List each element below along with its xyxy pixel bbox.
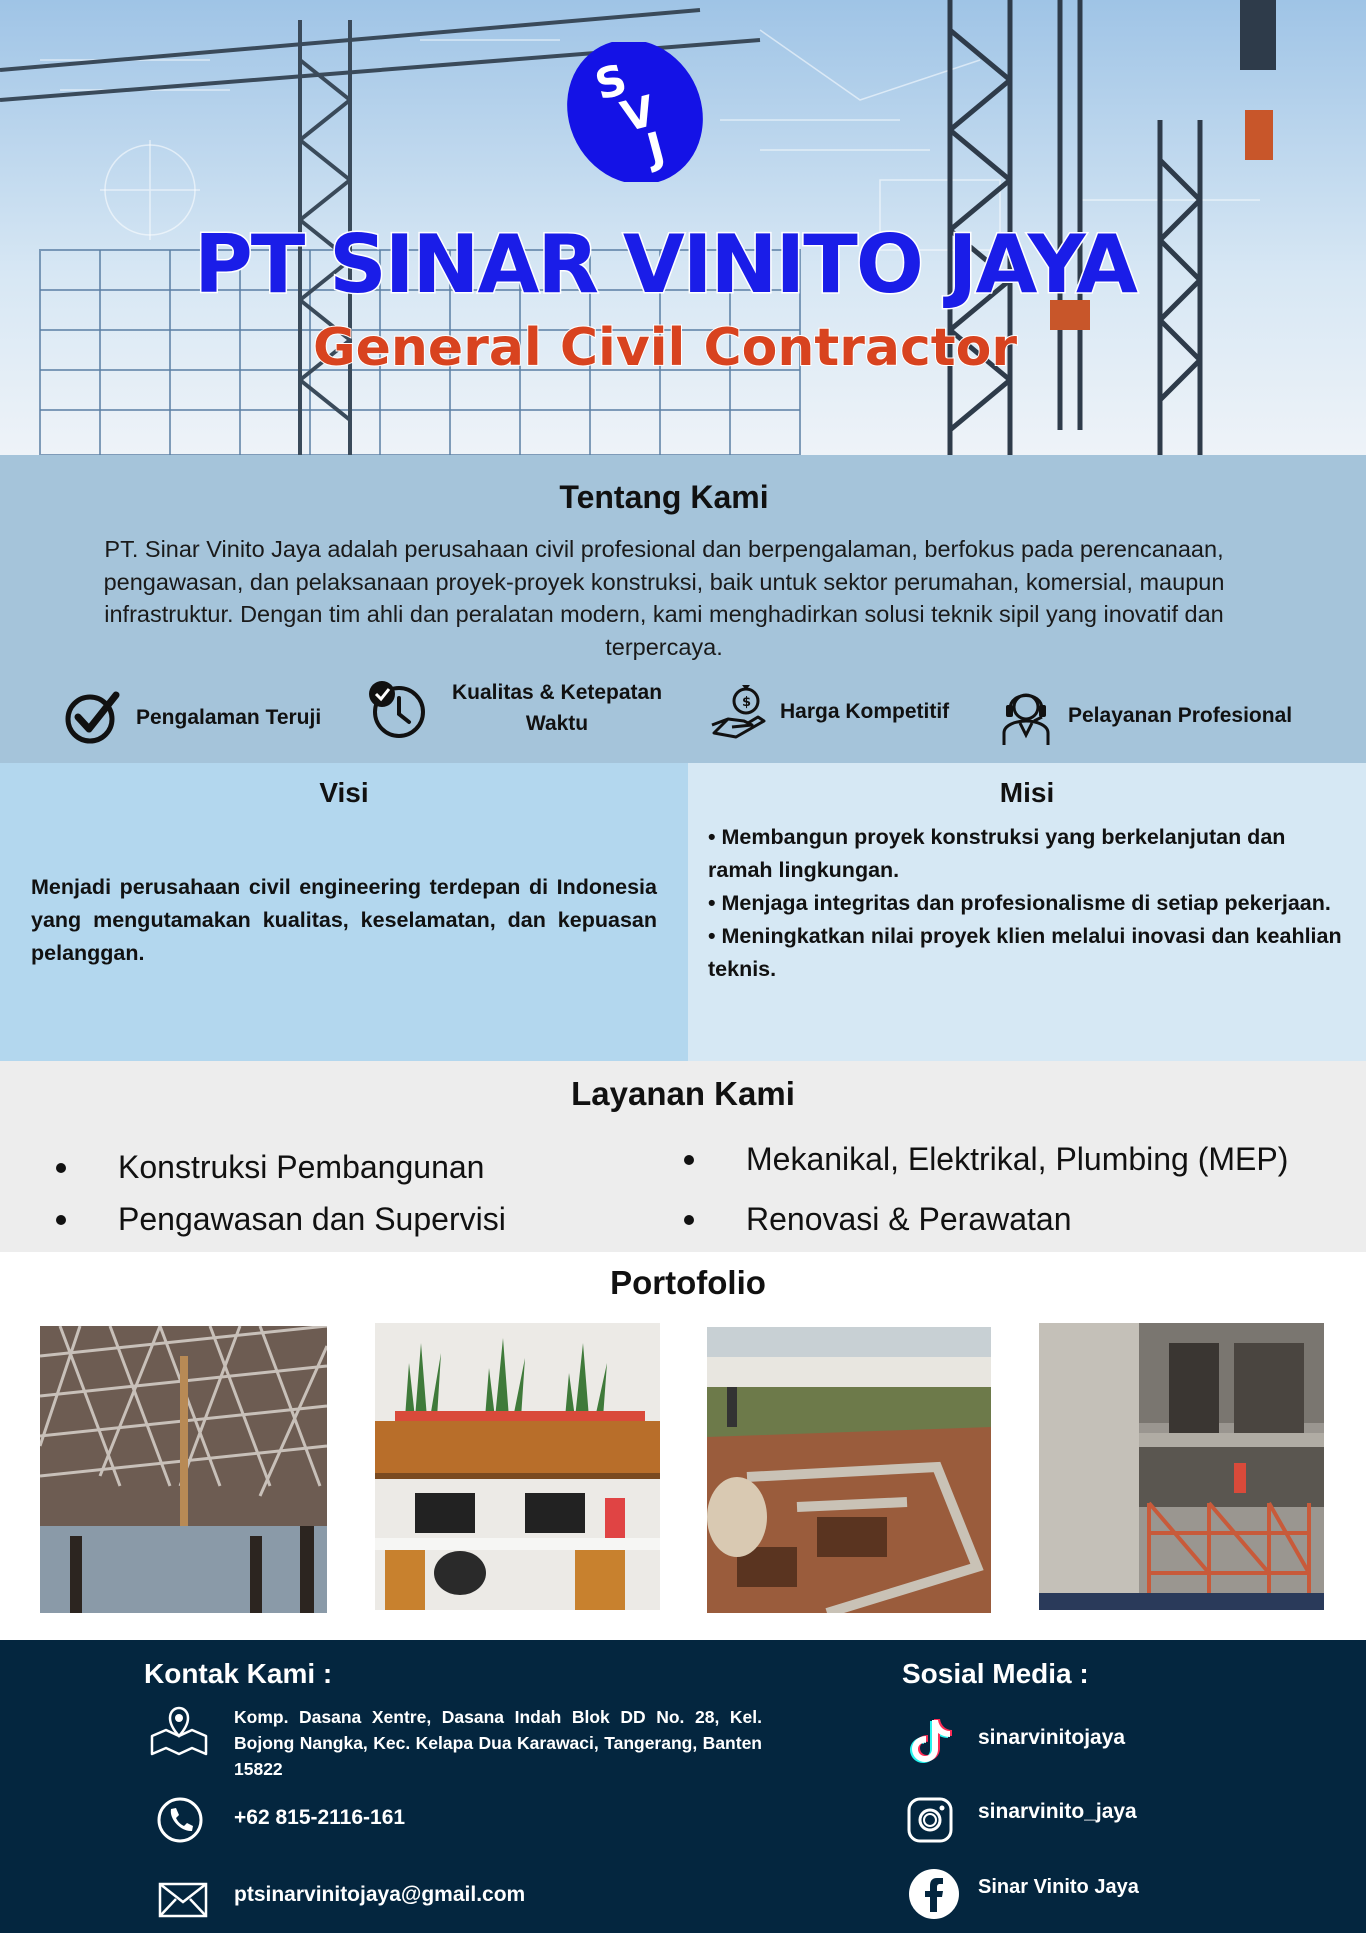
- bullet: [684, 1155, 694, 1165]
- service-label: Pengawasan dan Supervisi: [118, 1201, 506, 1237]
- feature-quality-timeliness: [366, 677, 662, 739]
- about-section: [0, 455, 1366, 763]
- about-paragraph: PT. Sinar Vinito Jaya adalah perusahaan civil profesional dan berpengalaman, berfokus pada perencanaan, pengawasan, dan pelaksanaan proyek-proyek konstruksi, baik untuk sektor perumahan, komersial, maupun infrastruktur. Dengan tim ahli dan peralatan modern, kami menghadirkan solusi teknik sipil yang inovatif dan terpercaya.: [103, 536, 1225, 660]
- service-label: Mekanikal, Elektrikal, Plumbing (MEP): [746, 1141, 1289, 1177]
- feature-experience: [64, 687, 321, 747]
- service-item: [118, 1201, 506, 1238]
- facebook-icon[interactable]: [908, 1868, 960, 1920]
- footer: [0, 1640, 1366, 1933]
- vision-text: Menjadi perusahaan civil engineering terdepan di Indonesia yang mengutamakan kualitas, keselamatan, dan kepuasan pelanggan.: [31, 875, 657, 965]
- svg-text:$: $: [742, 695, 752, 710]
- service-label: Konstruksi Pembangunan: [118, 1149, 485, 1185]
- tiktok-icon[interactable]: [906, 1716, 954, 1766]
- svg-text:S: S: [589, 54, 632, 110]
- portfolio-heading: Portofolio: [610, 1264, 766, 1301]
- hand-money-icon: [708, 681, 768, 741]
- portfolio-section: [0, 1252, 1366, 1640]
- mission-heading: Misi: [999, 777, 1055, 808]
- mission-section: [688, 763, 1366, 1061]
- portfolio-photo-office-interior: [375, 1323, 660, 1610]
- clock-check-icon: [366, 678, 426, 738]
- company-logo: [560, 42, 710, 182]
- service-item: [746, 1141, 1288, 1178]
- social-facebook-name[interactable]: Sinar Vinito Jaya: [978, 1876, 1139, 1898]
- feature-label: [452, 677, 662, 739]
- services-section: [0, 1061, 1366, 1252]
- checkmark-circle-icon: [64, 687, 124, 747]
- service-label: Renovasi & Perawatan: [746, 1201, 1072, 1237]
- mission-item: • Menjaga integritas dan profesionalisme di setiap pekerjaan.: [708, 891, 1331, 915]
- social-tiktok-handle[interactable]: sinarvinitojaya: [978, 1726, 1126, 1749]
- instagram-icon[interactable]: [906, 1796, 954, 1844]
- feature-price: [708, 681, 949, 741]
- contact-heading: Kontak Kami :: [144, 1658, 333, 1689]
- social-instagram-handle[interactable]: sinarvinito_jaya: [978, 1800, 1137, 1823]
- phone-icon: [156, 1796, 204, 1844]
- bullet: [56, 1163, 66, 1173]
- contact-email[interactable]: ptsinarvinitojaya@gmail.com: [234, 1883, 526, 1906]
- mission-item: • Membangun proyek konstruksi yang berkelanjutan dan ramah lingkungan.: [708, 825, 1286, 882]
- mail-icon: [158, 1882, 208, 1918]
- bullet: [684, 1215, 694, 1225]
- portfolio-photo-foundation-work: [707, 1327, 991, 1613]
- vision-section: [0, 763, 688, 1061]
- feature-label: Pelayanan Profesional: [1068, 703, 1293, 727]
- map-pin-icon: [146, 1706, 212, 1756]
- mission-list: [708, 821, 1348, 986]
- company-tagline: General Civil Contractor: [312, 318, 1018, 378]
- hero-banner: [0, 0, 1366, 455]
- social-heading: Sosial Media :: [902, 1658, 1089, 1689]
- vision-heading: Visi: [319, 777, 369, 808]
- feature-label: Pengalaman Teruji: [136, 705, 322, 729]
- feature-label-line2: Waktu: [525, 712, 589, 735]
- service-item: [746, 1201, 1072, 1238]
- bullet: [56, 1215, 66, 1225]
- mission-item: • Meningkatkan nilai proyek klien melalui inovasi dan keahlian teknis.: [708, 924, 1342, 981]
- about-heading: Tentang Kami: [559, 479, 769, 515]
- feature-label-line1: Kualitas & Ketepatan: [452, 681, 663, 704]
- service-item: [118, 1149, 484, 1186]
- company-title: PT SINAR VINITO JAYA: [194, 218, 1136, 311]
- feature-service: [996, 685, 1292, 745]
- customer-service-icon: [996, 685, 1056, 745]
- portfolio-photo-wall-construction: [1039, 1323, 1324, 1610]
- services-heading: Layanan Kami: [571, 1075, 795, 1112]
- contact-phone[interactable]: +62 815-2116-161: [234, 1806, 406, 1829]
- portfolio-photo-roof-truss: [40, 1326, 327, 1613]
- feature-label: Harga Kompetitif: [780, 699, 950, 723]
- svg-text:V: V: [615, 85, 660, 142]
- contact-address: Komp. Dasana Xentre, Dasana Indah Blok DD No. 28, Kel. Bojong Nangka, Kec. Kelapa Dua Karawaci, Tangerang, Banten 15822: [234, 1707, 762, 1779]
- svg-text:J: J: [641, 122, 670, 174]
